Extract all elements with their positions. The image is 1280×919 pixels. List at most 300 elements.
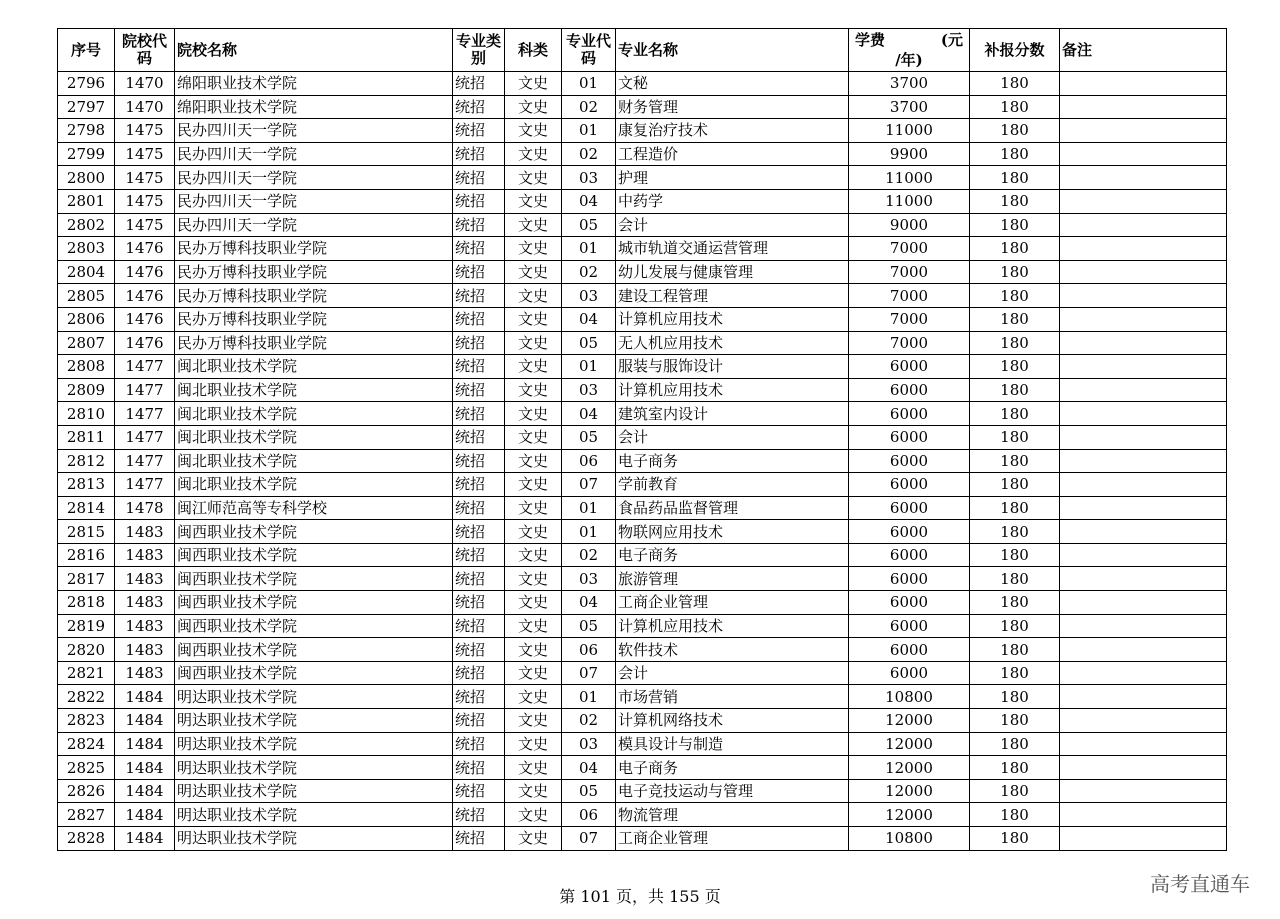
cell-major-name: 文秘	[616, 72, 849, 96]
cell-fee: 6000	[849, 425, 970, 449]
table-row	[58, 756, 1227, 780]
cell-fee: 6000	[849, 496, 970, 520]
cell-subject: 文史	[505, 425, 562, 449]
table-row	[58, 119, 1227, 143]
cell-subject: 文史	[505, 779, 562, 803]
cell-major-code: 01	[562, 355, 616, 379]
cell-seq: 2821	[58, 661, 115, 685]
cell-major-name: 会计	[616, 661, 849, 685]
cell-note	[1060, 567, 1227, 591]
cell-major-code: 05	[562, 213, 616, 237]
cell-fee: 10800	[849, 685, 970, 709]
cell-major-code: 07	[562, 661, 616, 685]
cell-seq: 2815	[58, 520, 115, 544]
cell-seq: 2819	[58, 614, 115, 638]
cell-school-name: 闽西职业技术学院	[175, 638, 453, 662]
cell-major-type: 统招	[453, 213, 505, 237]
cell-school-code: 1484	[115, 685, 175, 709]
cell-subject: 文史	[505, 567, 562, 591]
cell-fee: 6000	[849, 638, 970, 662]
cell-note	[1060, 237, 1227, 261]
cell-score: 180	[970, 142, 1060, 166]
table-row	[58, 638, 1227, 662]
cell-fee: 3700	[849, 95, 970, 119]
cell-school-code: 1475	[115, 166, 175, 190]
cell-score: 180	[970, 331, 1060, 355]
cell-major-code: 07	[562, 473, 616, 497]
header-school-name: 院校名称	[175, 29, 453, 72]
cell-major-type: 统招	[453, 520, 505, 544]
cell-school-code: 1477	[115, 355, 175, 379]
cell-school-name: 闽北职业技术学院	[175, 449, 453, 473]
cell-seq: 2825	[58, 756, 115, 780]
cell-note	[1060, 142, 1227, 166]
cell-school-name: 闽西职业技术学院	[175, 591, 453, 615]
cell-major-type: 统招	[453, 142, 505, 166]
cell-major-code: 02	[562, 95, 616, 119]
table-row	[58, 402, 1227, 426]
cell-major-type: 统招	[453, 284, 505, 308]
cell-major-type: 统招	[453, 803, 505, 827]
cell-major-code: 04	[562, 591, 616, 615]
cell-major-code: 03	[562, 284, 616, 308]
cell-major-name: 电子商务	[616, 449, 849, 473]
cell-fee: 12000	[849, 803, 970, 827]
cell-note	[1060, 803, 1227, 827]
cell-school-name: 民办四川天一学院	[175, 142, 453, 166]
cell-major-code: 02	[562, 543, 616, 567]
cell-note	[1060, 638, 1227, 662]
cell-fee: 6000	[849, 661, 970, 685]
cell-seq: 2797	[58, 95, 115, 119]
cell-major-type: 统招	[453, 543, 505, 567]
cell-major-type: 统招	[453, 685, 505, 709]
cell-school-code: 1484	[115, 803, 175, 827]
cell-subject: 文史	[505, 378, 562, 402]
admission-table	[57, 28, 1227, 851]
cell-major-code: 01	[562, 237, 616, 261]
cell-note	[1060, 355, 1227, 379]
cell-seq: 2828	[58, 827, 115, 851]
cell-major-name: 幼儿发展与健康管理	[616, 260, 849, 284]
cell-school-name: 闽北职业技术学院	[175, 473, 453, 497]
cell-subject: 文史	[505, 827, 562, 851]
table-row	[58, 709, 1227, 733]
header-fee-unit: (元	[940, 31, 963, 49]
cell-school-name: 闽西职业技术学院	[175, 543, 453, 567]
cell-school-name: 闽北职业技术学院	[175, 378, 453, 402]
cell-seq: 2800	[58, 166, 115, 190]
cell-major-name: 物联网应用技术	[616, 520, 849, 544]
cell-major-name: 软件技术	[616, 638, 849, 662]
table-row	[58, 449, 1227, 473]
cell-major-name: 食品药品监督管理	[616, 496, 849, 520]
cell-score: 180	[970, 779, 1060, 803]
cell-note	[1060, 213, 1227, 237]
table-row	[58, 331, 1227, 355]
cell-seq: 2809	[58, 378, 115, 402]
table-row	[58, 520, 1227, 544]
cell-seq: 2814	[58, 496, 115, 520]
cell-school-name: 民办万博科技职业学院	[175, 331, 453, 355]
table-row	[58, 685, 1227, 709]
cell-note	[1060, 72, 1227, 96]
cell-major-name: 物流管理	[616, 803, 849, 827]
cell-fee: 6000	[849, 520, 970, 544]
cell-seq: 2808	[58, 355, 115, 379]
cell-note	[1060, 425, 1227, 449]
cell-school-code: 1483	[115, 520, 175, 544]
cell-major-type: 统招	[453, 189, 505, 213]
cell-note	[1060, 449, 1227, 473]
cell-note	[1060, 591, 1227, 615]
cell-major-code: 04	[562, 189, 616, 213]
table-row	[58, 591, 1227, 615]
cell-subject: 文史	[505, 803, 562, 827]
cell-note	[1060, 189, 1227, 213]
cell-major-type: 统招	[453, 732, 505, 756]
cell-score: 180	[970, 237, 1060, 261]
cell-note	[1060, 543, 1227, 567]
cell-score: 180	[970, 827, 1060, 851]
cell-subject: 文史	[505, 402, 562, 426]
cell-fee: 6000	[849, 449, 970, 473]
cell-seq: 2806	[58, 307, 115, 331]
header-school-code: 院校代码	[115, 29, 175, 72]
header-fee-label: 学费	[855, 31, 886, 49]
cell-school-name: 闽北职业技术学院	[175, 402, 453, 426]
cell-school-code: 1483	[115, 567, 175, 591]
cell-fee: 6000	[849, 614, 970, 638]
cell-school-code: 1483	[115, 543, 175, 567]
cell-school-name: 民办四川天一学院	[175, 189, 453, 213]
cell-score: 180	[970, 709, 1060, 733]
cell-major-type: 统招	[453, 779, 505, 803]
cell-fee: 3700	[849, 72, 970, 96]
table-row	[58, 142, 1227, 166]
cell-subject: 文史	[505, 189, 562, 213]
cell-major-code: 06	[562, 638, 616, 662]
cell-school-name: 民办四川天一学院	[175, 213, 453, 237]
cell-major-name: 中药学	[616, 189, 849, 213]
cell-subject: 文史	[505, 284, 562, 308]
header-subject: 科类	[505, 29, 562, 72]
cell-note	[1060, 378, 1227, 402]
cell-fee: 9000	[849, 213, 970, 237]
cell-fee: 12000	[849, 732, 970, 756]
cell-major-code: 03	[562, 732, 616, 756]
table-row	[58, 260, 1227, 284]
table-row	[58, 614, 1227, 638]
cell-major-code: 02	[562, 142, 616, 166]
cell-school-code: 1477	[115, 378, 175, 402]
table-body	[58, 72, 1227, 851]
cell-note	[1060, 661, 1227, 685]
cell-fee: 6000	[849, 402, 970, 426]
cell-score: 180	[970, 473, 1060, 497]
table-row	[58, 166, 1227, 190]
cell-major-name: 建筑室内设计	[616, 402, 849, 426]
cell-major-code: 01	[562, 496, 616, 520]
cell-major-type: 统招	[453, 496, 505, 520]
cell-school-name: 明达职业技术学院	[175, 756, 453, 780]
cell-seq: 2803	[58, 237, 115, 261]
cell-school-name: 闽江师范高等专科学校	[175, 496, 453, 520]
table-row	[58, 803, 1227, 827]
cell-fee: 6000	[849, 591, 970, 615]
cell-major-type: 统招	[453, 425, 505, 449]
cell-major-type: 统招	[453, 661, 505, 685]
cell-fee: 6000	[849, 543, 970, 567]
cell-score: 180	[970, 260, 1060, 284]
cell-subject: 文史	[505, 260, 562, 284]
cell-note	[1060, 827, 1227, 851]
cell-subject: 文史	[505, 732, 562, 756]
cell-major-code: 01	[562, 685, 616, 709]
cell-major-code: 06	[562, 803, 616, 827]
header-major-type: 专业类别	[453, 29, 505, 72]
cell-school-code: 1477	[115, 449, 175, 473]
header-major-name: 专业名称	[616, 29, 849, 72]
cell-seq: 2813	[58, 473, 115, 497]
cell-school-code: 1476	[115, 307, 175, 331]
cell-seq: 2817	[58, 567, 115, 591]
watermark: 高考直通车	[1150, 872, 1250, 896]
cell-school-name: 闽西职业技术学院	[175, 567, 453, 591]
cell-major-name: 工程造价	[616, 142, 849, 166]
cell-subject: 文史	[505, 449, 562, 473]
cell-note	[1060, 709, 1227, 733]
cell-major-name: 市场营销	[616, 685, 849, 709]
cell-subject: 文史	[505, 756, 562, 780]
cell-seq: 2796	[58, 72, 115, 96]
cell-school-code: 1484	[115, 732, 175, 756]
cell-seq: 2823	[58, 709, 115, 733]
page-number: 第 101 页，共 155 页	[559, 887, 721, 906]
cell-score: 180	[970, 284, 1060, 308]
table-row	[58, 473, 1227, 497]
cell-major-type: 统招	[453, 638, 505, 662]
cell-note	[1060, 119, 1227, 143]
cell-major-name: 会计	[616, 213, 849, 237]
cell-school-code: 1484	[115, 827, 175, 851]
cell-score: 180	[970, 119, 1060, 143]
table-row	[58, 355, 1227, 379]
cell-school-name: 民办万博科技职业学院	[175, 237, 453, 261]
cell-note	[1060, 402, 1227, 426]
cell-subject: 文史	[505, 119, 562, 143]
cell-school-name: 民办万博科技职业学院	[175, 260, 453, 284]
cell-seq: 2810	[58, 402, 115, 426]
cell-seq: 2812	[58, 449, 115, 473]
cell-major-name: 模具设计与制造	[616, 732, 849, 756]
cell-school-name: 闽西职业技术学院	[175, 614, 453, 638]
cell-fee: 7000	[849, 307, 970, 331]
cell-major-name: 财务管理	[616, 95, 849, 119]
cell-subject: 文史	[505, 496, 562, 520]
cell-major-type: 统招	[453, 402, 505, 426]
cell-major-code: 03	[562, 378, 616, 402]
cell-school-name: 闽西职业技术学院	[175, 520, 453, 544]
cell-fee: 11000	[849, 166, 970, 190]
cell-subject: 文史	[505, 591, 562, 615]
header-row	[58, 29, 1227, 72]
cell-seq: 2807	[58, 331, 115, 355]
cell-school-code: 1483	[115, 638, 175, 662]
cell-school-name: 明达职业技术学院	[175, 827, 453, 851]
cell-major-name: 城市轨道交通运营管理	[616, 237, 849, 261]
cell-school-code: 1475	[115, 142, 175, 166]
cell-school-name: 明达职业技术学院	[175, 779, 453, 803]
cell-subject: 文史	[505, 142, 562, 166]
table-row	[58, 189, 1227, 213]
cell-major-type: 统招	[453, 331, 505, 355]
cell-school-code: 1476	[115, 237, 175, 261]
cell-score: 180	[970, 72, 1060, 96]
cell-major-name: 会计	[616, 425, 849, 449]
cell-subject: 文史	[505, 355, 562, 379]
cell-major-name: 计算机应用技术	[616, 614, 849, 638]
cell-seq: 2804	[58, 260, 115, 284]
cell-score: 180	[970, 355, 1060, 379]
cell-note	[1060, 260, 1227, 284]
cell-subject: 文史	[505, 213, 562, 237]
cell-major-name: 计算机应用技术	[616, 378, 849, 402]
cell-fee: 6000	[849, 355, 970, 379]
cell-major-type: 统招	[453, 307, 505, 331]
cell-note	[1060, 756, 1227, 780]
cell-note	[1060, 307, 1227, 331]
cell-major-code: 04	[562, 402, 616, 426]
cell-school-code: 1477	[115, 425, 175, 449]
cell-school-code: 1483	[115, 591, 175, 615]
cell-school-name: 闽北职业技术学院	[175, 355, 453, 379]
cell-subject: 文史	[505, 473, 562, 497]
cell-score: 180	[970, 166, 1060, 190]
cell-school-name: 明达职业技术学院	[175, 803, 453, 827]
cell-subject: 文史	[505, 543, 562, 567]
cell-major-type: 统招	[453, 119, 505, 143]
cell-major-name: 电子竞技运动与管理	[616, 779, 849, 803]
cell-major-name: 旅游管理	[616, 567, 849, 591]
cell-fee: 11000	[849, 189, 970, 213]
cell-school-code: 1484	[115, 756, 175, 780]
cell-major-code: 01	[562, 72, 616, 96]
cell-fee: 7000	[849, 331, 970, 355]
table-row	[58, 95, 1227, 119]
cell-score: 180	[970, 95, 1060, 119]
cell-school-code: 1476	[115, 284, 175, 308]
cell-school-name: 民办万博科技职业学院	[175, 284, 453, 308]
cell-major-code: 03	[562, 567, 616, 591]
cell-major-name: 计算机网络技术	[616, 709, 849, 733]
cell-major-code: 04	[562, 307, 616, 331]
cell-school-code: 1476	[115, 260, 175, 284]
table-row	[58, 237, 1227, 261]
cell-fee: 12000	[849, 756, 970, 780]
cell-score: 180	[970, 307, 1060, 331]
cell-subject: 文史	[505, 307, 562, 331]
cell-major-code: 02	[562, 260, 616, 284]
cell-fee: 6000	[849, 473, 970, 497]
cell-note	[1060, 331, 1227, 355]
cell-school-code: 1483	[115, 614, 175, 638]
cell-subject: 文史	[505, 685, 562, 709]
cell-score: 180	[970, 402, 1060, 426]
cell-score: 180	[970, 449, 1060, 473]
cell-score: 180	[970, 520, 1060, 544]
cell-seq: 2824	[58, 732, 115, 756]
cell-subject: 文史	[505, 614, 562, 638]
cell-school-code: 1484	[115, 709, 175, 733]
table-row	[58, 496, 1227, 520]
cell-fee: 7000	[849, 260, 970, 284]
cell-score: 180	[970, 378, 1060, 402]
cell-seq: 2805	[58, 284, 115, 308]
cell-note	[1060, 496, 1227, 520]
cell-seq: 2801	[58, 189, 115, 213]
cell-major-code: 02	[562, 709, 616, 733]
cell-school-name: 民办四川天一学院	[175, 166, 453, 190]
header-major-code: 专业代码	[562, 29, 616, 72]
cell-school-name: 闽北职业技术学院	[175, 425, 453, 449]
cell-seq: 2802	[58, 213, 115, 237]
cell-score: 180	[970, 213, 1060, 237]
cell-major-type: 统招	[453, 614, 505, 638]
cell-major-name: 电子商务	[616, 756, 849, 780]
cell-score: 180	[970, 756, 1060, 780]
header-seq: 序号	[58, 29, 115, 72]
table-row	[58, 827, 1227, 851]
cell-major-type: 统招	[453, 237, 505, 261]
cell-seq: 2818	[58, 591, 115, 615]
table-row	[58, 779, 1227, 803]
cell-score: 180	[970, 591, 1060, 615]
cell-seq: 2827	[58, 803, 115, 827]
cell-school-code: 1483	[115, 661, 175, 685]
cell-school-code: 1475	[115, 119, 175, 143]
header-score: 补报分数	[970, 29, 1060, 72]
cell-major-type: 统招	[453, 591, 505, 615]
cell-score: 180	[970, 425, 1060, 449]
cell-fee: 6000	[849, 567, 970, 591]
cell-major-code: 05	[562, 779, 616, 803]
cell-school-name: 明达职业技术学院	[175, 685, 453, 709]
table-row	[58, 72, 1227, 96]
header-fee-unit-suffix: /年)	[895, 51, 923, 69]
cell-seq: 2811	[58, 425, 115, 449]
cell-score: 180	[970, 661, 1060, 685]
cell-major-name: 学前教育	[616, 473, 849, 497]
cell-note	[1060, 95, 1227, 119]
cell-school-code: 1477	[115, 473, 175, 497]
table-row	[58, 661, 1227, 685]
cell-fee: 7000	[849, 284, 970, 308]
cell-seq: 2798	[58, 119, 115, 143]
cell-major-name: 服装与服饰设计	[616, 355, 849, 379]
cell-subject: 文史	[505, 709, 562, 733]
cell-major-code: 07	[562, 827, 616, 851]
cell-subject: 文史	[505, 638, 562, 662]
cell-subject: 文史	[505, 520, 562, 544]
cell-note	[1060, 732, 1227, 756]
table-row	[58, 307, 1227, 331]
table-row	[58, 425, 1227, 449]
cell-score: 180	[970, 732, 1060, 756]
table-row	[58, 732, 1227, 756]
cell-school-code: 1476	[115, 331, 175, 355]
cell-major-code: 04	[562, 756, 616, 780]
